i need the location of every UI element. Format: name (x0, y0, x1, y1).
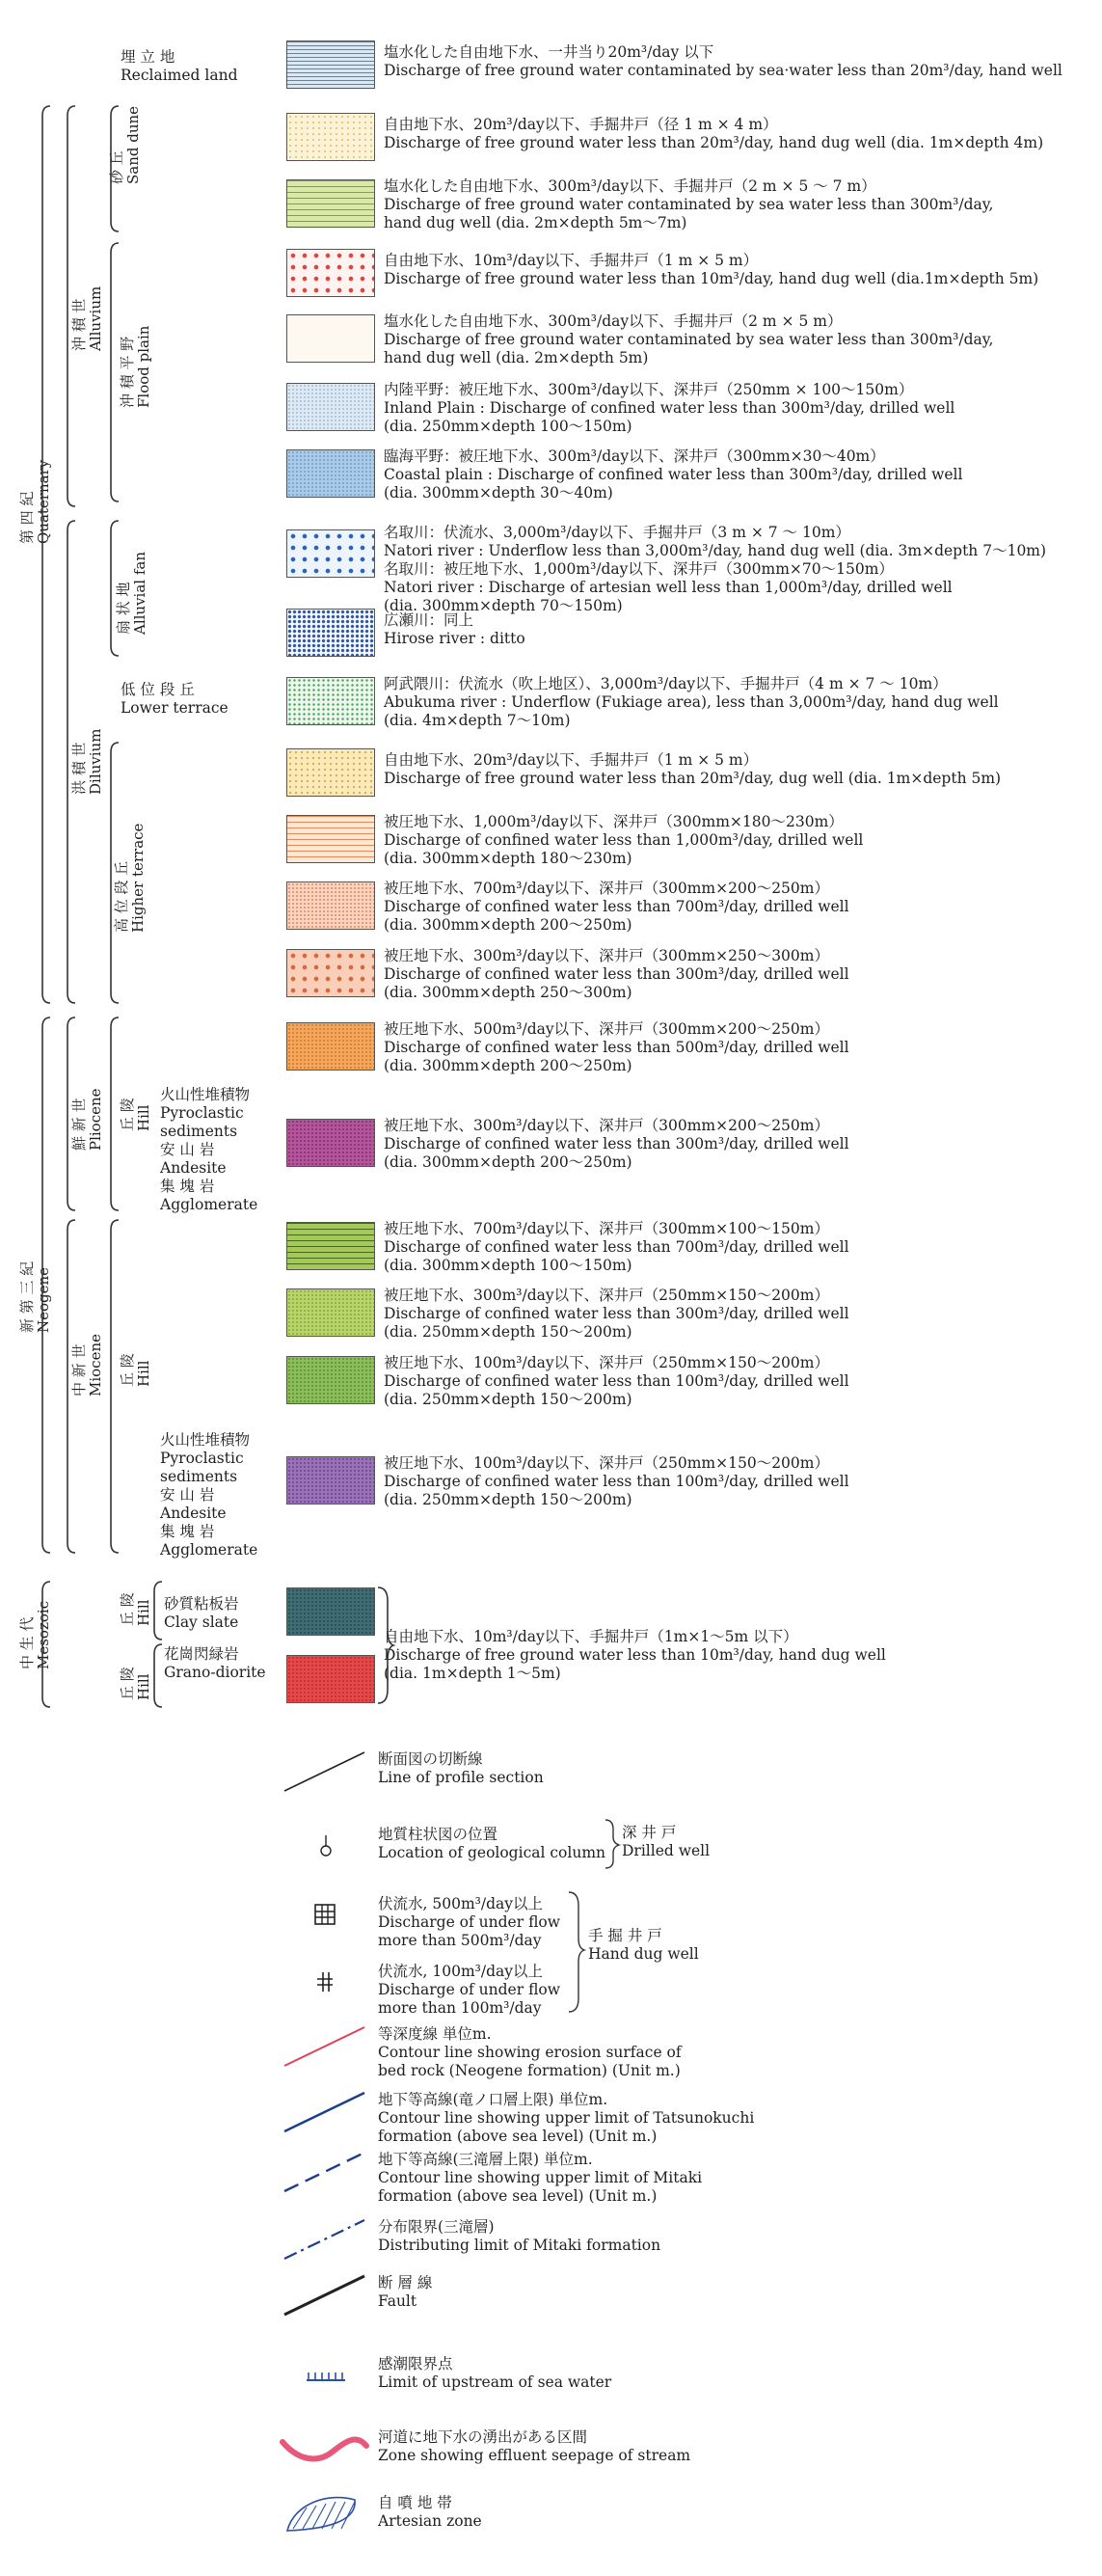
brace-hand-dug-well (569, 1892, 584, 2012)
legend-desc-lowterr-line: 阿武隈川：伏流水（吹上地区）、3,000m³/day以下、手掘井戸（4 m × 7 ～ 10m） (384, 675, 948, 692)
symbol-desc-line: Discharge of under flow (378, 1981, 561, 1998)
bracket-hill-1 (111, 1017, 119, 1210)
symbol-mitaki-limit-icon (284, 2220, 364, 2259)
legend-desc-pli2-line: 被圧地下水、300m³/day以下、深井戸（300mm×200～250m） (384, 1117, 829, 1134)
legend-desc-hi3-line: 被圧地下水、700m³/day以下、深井戸（300mm×200～250m） (384, 880, 829, 897)
label-line: 集 塊 岩 (160, 1178, 215, 1195)
symbol-desc-line: Line of profile section (378, 1769, 544, 1786)
vertical-label-line: Higher terrace (129, 823, 147, 933)
vertical-label-line: 洪 積 世 (70, 742, 88, 795)
vertical-label-line: 新 第 三 紀 (18, 1261, 36, 1333)
symbol-desc-contour-bedrock (378, 2025, 682, 2080)
vertical-label-line: Diluvium (87, 728, 104, 795)
symbol-contour-tatsu-icon (284, 2093, 364, 2131)
symbol-artesian-icon (287, 2498, 355, 2531)
legend-desc-pli2-line: (dia. 300mm×depth 200～250m) (384, 1153, 632, 1171)
label-line: 集 塊 岩 (160, 1523, 215, 1540)
legend-desc-mio3-line: (dia. 250mm×depth 150～200m) (384, 1391, 632, 1408)
symbol-desc-line: Discharge of under flow (378, 1913, 561, 1931)
bracket-diluvium (67, 521, 75, 1003)
legend-desc-fan1-line: 名取川：伏流水、3,000m³/day以下、手掘井戸（3 m × 7 ～ 10m） (384, 524, 850, 541)
label-line: 安 山 岩 (160, 1486, 215, 1504)
symbol-desc-line: 伏流水, 500m³/day以上 (378, 1895, 543, 1912)
symbol-desc-line: 等深度線 単位m. (378, 2025, 492, 2043)
label-line: Agglomerate (160, 1196, 258, 1213)
symbol-desc-line: 断 層 線 (378, 2274, 433, 2291)
legend-desc-reclaimed-line: Discharge of free ground water contaminated by sea·water less than 20m³/day, hand well (384, 62, 1062, 79)
legend-desc-mio2-line: Discharge of confined water less than 300m³/day, drilled well (384, 1305, 849, 1322)
legend-desc-flood1-line: 自由地下水、10m³/day以下、手掘井戸（1 m × 5 m） (384, 252, 759, 269)
legend-desc-mio4-line: Discharge of confined water less than 100m³/day, drilled well (384, 1473, 849, 1490)
symbol-desc-effluent (378, 2428, 690, 2465)
symbol-contour-mitaki-icon (284, 2153, 364, 2191)
vertical-label-line: 扇 状 地 (115, 582, 132, 635)
legend-desc-flood3-line: Inland Plain : Discharge of confined water less than 300m³/day, drilled well (384, 399, 955, 417)
symbol-desc-line: bed rock (Neogene formation) (Unit m.) (378, 2062, 681, 2079)
vertical-label-line: 中 新 世 (70, 1342, 88, 1396)
legend-desc-hi2-line: Discharge of confined water less than 1,000m³/day, drilled well (384, 831, 864, 849)
symbol-desc-line: Contour line showing erosion surface of (378, 2044, 682, 2061)
symbol-group-line: Hand dug well (588, 1945, 699, 1963)
vertical-label-line: Flood plain (135, 325, 152, 408)
vertical-label-line: 丘 陵 (119, 1666, 136, 1700)
legend-desc-fan1-line: Natori river : Discharge of artesian well less than 1,000m³/day, drilled well (384, 579, 953, 596)
vertical-label-line: Alluvial fan (131, 551, 148, 635)
symbol-desc-artesian (378, 2494, 482, 2531)
legend-desc-sand2-line: hand dug well (dia. 2m×depth 5m～7m) (384, 214, 687, 231)
legend-desc-fan2-line: Hirose river : ditto (384, 630, 525, 647)
legend-desc-pli1-line: 被圧地下水、500m³/day以下、深井戸（300mm×200～250m） (384, 1020, 829, 1038)
legend-desc-hi1-line: Discharge of free ground water less than 20m³/day, dug well (dia. 1m×depth 5m) (384, 770, 1002, 787)
label-line: Andesite (160, 1505, 227, 1522)
legend-desc-fan1-line: 名取川：被圧地下水、1,000m³/day以下、深井戸（300mm×70～150m） (384, 560, 894, 578)
symbol-desc-mitaki-limit (378, 2218, 660, 2255)
legend-desc-fan1-line: (dia. 300mm×depth 70～150m) (384, 597, 623, 614)
bracket-alluvial-fan (111, 521, 119, 656)
symbol-desc-underflow500 (378, 1895, 560, 1950)
legend-desc-hi4-line: Discharge of confined water less than 300m³/day, drilled well (384, 965, 849, 983)
legend-desc-mio4-line: (dia. 250mm×depth 150～200m) (384, 1491, 632, 1508)
symbol-desc-fault (378, 2274, 432, 2311)
legend-desc-hi4-line: 被圧地下水、300m³/day以下、深井戸（300mm×250～300m） (384, 947, 829, 964)
legend-desc-lowterr-line: Abukuma river : Underflow (Fukiage area), less than 3,000m³/day, hand dug well (384, 693, 999, 711)
symbol-underflow100-icon (317, 1972, 333, 1992)
bracket-miocene (67, 1220, 75, 1553)
vertical-label-line: 中 生 代 (18, 1615, 36, 1669)
symbol-group-hand-dug-well (588, 1927, 699, 1964)
symbol-desc-line: Location of geological column (378, 1844, 606, 1861)
symbol-underflow500-icon (315, 1905, 335, 1924)
label-line: Pyroclastic (160, 1104, 244, 1122)
legend-desc-flood1-line: Discharge of free ground water less than 10m³/day, hand dug well (dia.1m×depth 5m) (384, 270, 1039, 287)
legend-desc-mio2-line: 被圧地下水、300m³/day以下、深井戸（250mm×150～200m） (384, 1287, 829, 1304)
symbol-fault-icon (284, 2276, 364, 2315)
symbol-seawater-icon (307, 2373, 345, 2380)
legend-desc-mio4-line: 被圧地下水、100m³/day以下、深井戸（250mm×150～200m） (384, 1454, 829, 1472)
symbol-group-line: 深 井 戸 (622, 1824, 677, 1841)
vertical-label-line: 鮮 新 世 (70, 1097, 88, 1151)
legend-desc-fan1-line: Natori river : Underflow less than 3,000m³/day, hand dug well (dia. 3m×depth 7～10m) (384, 542, 1047, 559)
symbol-desc-line: Distributing limit of Mitaki formation (378, 2237, 661, 2254)
legend-desc-sand1-line: Discharge of free ground water less than 20m³/day, hand dug well (dia. 1m×depth 4m) (384, 134, 1044, 151)
legend-desc-flood2-line: 塩水化した自由地下水、300m³/day以下、手掘井戸（2 m × 5 m） (384, 312, 843, 330)
vertical-label-line: Hill (135, 1673, 152, 1700)
symbol-desc-line: Zone showing effluent seepage of stream (378, 2447, 691, 2464)
legend-desc-reclaimed-line: 塩水化した自由地下水、一井当り20m³/day 以下 (384, 43, 714, 61)
legend-desc-mio2-line: (dia. 250mm×depth 150～200m) (384, 1323, 632, 1341)
symbol-desc-underflow100 (378, 1963, 560, 2018)
bracket-flood-plain (111, 243, 119, 502)
label-line: Reclaimed land (121, 67, 238, 84)
symbol-desc-line: 地下等高線(竜ノ口層上限) 単位m. (378, 2091, 608, 2108)
bracket-higher-terrace (111, 743, 119, 1003)
symbol-desc-profile (378, 1750, 544, 1787)
label-line: 低 位 段 丘 (121, 681, 195, 698)
vertical-label-line: 第 四 紀 (18, 490, 36, 544)
legend-desc-mesozoic-line: 自由地下水、10m³/day以下、手掘井戸（1m×1～5m 以下） (384, 1628, 798, 1645)
vertical-label-line: 丘 陵 (119, 1352, 136, 1387)
legend-desc-pli2-line: Discharge of confined water less than 300m³/day, drilled well (384, 1135, 849, 1152)
bracket-neogene (42, 1017, 50, 1553)
symbol-desc-line: Contour line showing upper limit of Mitaki (378, 2169, 703, 2186)
legend-desc-mio3-line: Discharge of confined water less than 100m³/day, drilled well (384, 1372, 849, 1390)
legend-desc-flood4-line: Coastal plain : Discharge of confined water less than 300m³/day, drilled well (384, 466, 963, 483)
legend-desc-mio1-line: 被圧地下水、700m³/day以下、深井戸（300mm×100～150m） (384, 1220, 829, 1237)
legend-desc-mio3-line: 被圧地下水、100m³/day以下、深井戸（250mm×150～200m） (384, 1354, 829, 1371)
symbol-desc-line: 感潮限界点 (378, 2355, 453, 2373)
label-line: 花崗閃緑岩 (164, 1645, 239, 1663)
legend-desc-lowterr-line: (dia. 4m×depth 7～10m) (384, 712, 571, 729)
symbol-desc-contour-tatsu (378, 2091, 754, 2146)
legend-desc-mesozoic-line: Discharge of free ground water less than 10m³/day, hand dug well (384, 1646, 886, 1664)
legend-desc-hi1-line: 自由地下水、20m³/day以下、手掘井戸（1 m × 5 m） (384, 751, 759, 769)
label-line: sediments (160, 1123, 238, 1140)
brace-mesozoic (378, 1587, 393, 1703)
vertical-label-line: 丘 陵 (119, 1591, 136, 1626)
symbol-desc-line: Fault (378, 2292, 417, 2310)
label-line: 火山性堆積物 (160, 1431, 251, 1449)
legend-desc-mio1-line: (dia. 300mm×depth 100～150m) (384, 1257, 632, 1274)
label-line: 砂質粘板岩 (164, 1595, 239, 1613)
vertical-label-line: 丘 陵 (119, 1097, 136, 1131)
vertical-label-line: Sand dune (124, 105, 142, 184)
bracket-mesozoic (42, 1582, 50, 1707)
bracket-alluvium (67, 106, 75, 506)
vertical-label-line: Mesozoic (35, 1600, 52, 1669)
symbol-desc-line: 自 噴 地 帯 (378, 2494, 452, 2511)
legend-desc-mio1-line: Discharge of confined water less than 700m³/day, drilled well (384, 1238, 849, 1256)
vertical-label-line: 砂 丘 (108, 149, 125, 184)
legend-desc-fan2-line: 広瀬川：同上 (384, 611, 474, 629)
label-line: Agglomerate (160, 1541, 258, 1559)
bracket-pliocene (67, 1017, 75, 1210)
legend-desc-sand2-line: 塩水化した自由地下水、300m³/day以下、手掘井戸（2 m × 5 ～ 7 m） (384, 177, 876, 195)
vertical-label-line: Miocene (87, 1333, 104, 1396)
brace-drilled-well (605, 1820, 619, 1868)
symbol-desc-line: more than 500m³/day (378, 1932, 542, 1949)
label-line: Lower terrace (121, 699, 228, 717)
symbol-group-line: Drilled well (622, 1842, 711, 1859)
symbol-desc-line: more than 100m³/day (378, 1999, 542, 2017)
vertical-label-line: 沖 積 平 野 (119, 336, 136, 408)
legend-desc-flood2-line: hand dug well (dia. 2m×depth 5m) (384, 349, 649, 366)
legend-desc-hi2-line: (dia. 300mm×depth 180～230m) (384, 850, 632, 867)
symbol-desc-seawater (378, 2355, 611, 2392)
legend-desc-hi3-line: (dia. 300mm×depth 200～250m) (384, 916, 632, 934)
symbol-desc-line: 地質柱状図の位置 (378, 1826, 498, 1843)
symbol-desc-line: 地下等高線(三滝層上限) 単位m. (378, 2151, 593, 2168)
vertical-label-line: Neogene (35, 1266, 52, 1333)
symbol-desc-contour-mitaki (378, 2151, 702, 2206)
vertical-label-line: 高 位 段 丘 (113, 860, 130, 933)
symbol-contour-bedrock-icon (284, 2027, 364, 2066)
legend-desc-hi3-line: Discharge of confined water less than 700m³/day, drilled well (384, 898, 849, 915)
bracket-sand-dune (111, 106, 119, 231)
vertical-label-line: Pliocene (87, 1087, 104, 1151)
legend-desc-flood2-line: Discharge of free ground water contaminated by sea water less than 300m³/day, (384, 331, 994, 348)
legend-desc-pli1-line: (dia. 300mm×depth 200～250m) (384, 1057, 632, 1074)
label-line: 火山性堆積物 (160, 1086, 251, 1103)
legend-desc-sand1-line: 自由地下水、20m³/day以下、手掘井戸（径 1 m × 4 m） (384, 116, 778, 133)
symbol-desc-line: Artesian zone (378, 2512, 482, 2530)
legend-desc-sand2-line: Discharge of free ground water contaminated by sea water less than 300m³/day, (384, 196, 994, 213)
symbol-desc-line: 伏流水, 100m³/day以上 (378, 1963, 543, 1980)
symbol-profile-icon (284, 1752, 364, 1791)
label-line: Andesite (160, 1159, 227, 1177)
legend-desc-flood3-line: (dia. 250mm×depth 100～150m) (384, 418, 632, 435)
symbol-group-drilled-well (622, 1824, 710, 1860)
legend-desc-flood4-line: (dia. 300mm×depth 30～40m) (384, 484, 613, 502)
symbol-desc-line: Contour line showing upper limit of Tatsunokuchi (378, 2109, 755, 2127)
vertical-label-line: Hill (135, 1360, 152, 1387)
bracket-hill-2 (111, 1220, 119, 1553)
symbol-group-line: 手 掘 井 戸 (588, 1927, 662, 1944)
symbol-desc-line: Limit of upstream of sea water (378, 2373, 612, 2391)
bracket-hill-4 (154, 1644, 162, 1707)
symbol-desc-line: formation (above sea level) (Unit m.) (378, 2128, 658, 2145)
legend-desc-pli1-line: Discharge of confined water less than 500m³/day, drilled well (384, 1039, 849, 1056)
vertical-label-line: Alluvium (87, 285, 104, 351)
symbol-effluent-icon (282, 2439, 366, 2458)
symbol-desc-line: 河道に地下水の湧出がある区間 (378, 2428, 588, 2446)
legend-desc-mesozoic-line: (dia. 1m×depth 1～5m) (384, 1665, 561, 1682)
label-line: Clay slate (164, 1613, 239, 1631)
symbol-desc-line: 断面図の切断線 (378, 1750, 483, 1768)
label-line: 埋 立 地 (121, 48, 175, 66)
legend-desc-flood3-line: 内陸平野：被圧地下水、300m³/day以下、深井戸（250mm × 100～150m） (384, 381, 914, 398)
vertical-label-line: Hill (135, 1599, 152, 1626)
vertical-label-line: Quaternary (35, 459, 52, 544)
bracket-hill-3 (154, 1582, 162, 1640)
label-line: 安 山 岩 (160, 1141, 215, 1158)
legend-desc-hi4-line: (dia. 300mm×depth 250～300m) (384, 984, 632, 1001)
symbol-desc-line: formation (above sea level) (Unit m.) (378, 2187, 658, 2205)
legend-desc-flood4-line: 臨海平野：被圧地下水、300m³/day以下、深井戸（300mm×30～40m） (384, 447, 885, 465)
bracket-quaternary (42, 106, 50, 1003)
vertical-label-line: Hill (135, 1104, 152, 1131)
vertical-label-line: 沖 積 世 (70, 297, 88, 351)
symbol-desc-line: 分布限界(三滝層) (378, 2218, 495, 2236)
legend-desc-hi2-line: 被圧地下水、1,000m³/day以下、深井戸（300mm×180～230m） (384, 813, 844, 830)
label-line: Grano-diorite (164, 1664, 266, 1681)
label-line: sediments (160, 1468, 238, 1485)
symbol-desc-column (378, 1826, 605, 1862)
label-line: Pyroclastic (160, 1450, 244, 1467)
symbol-column-icon (321, 1835, 331, 1856)
